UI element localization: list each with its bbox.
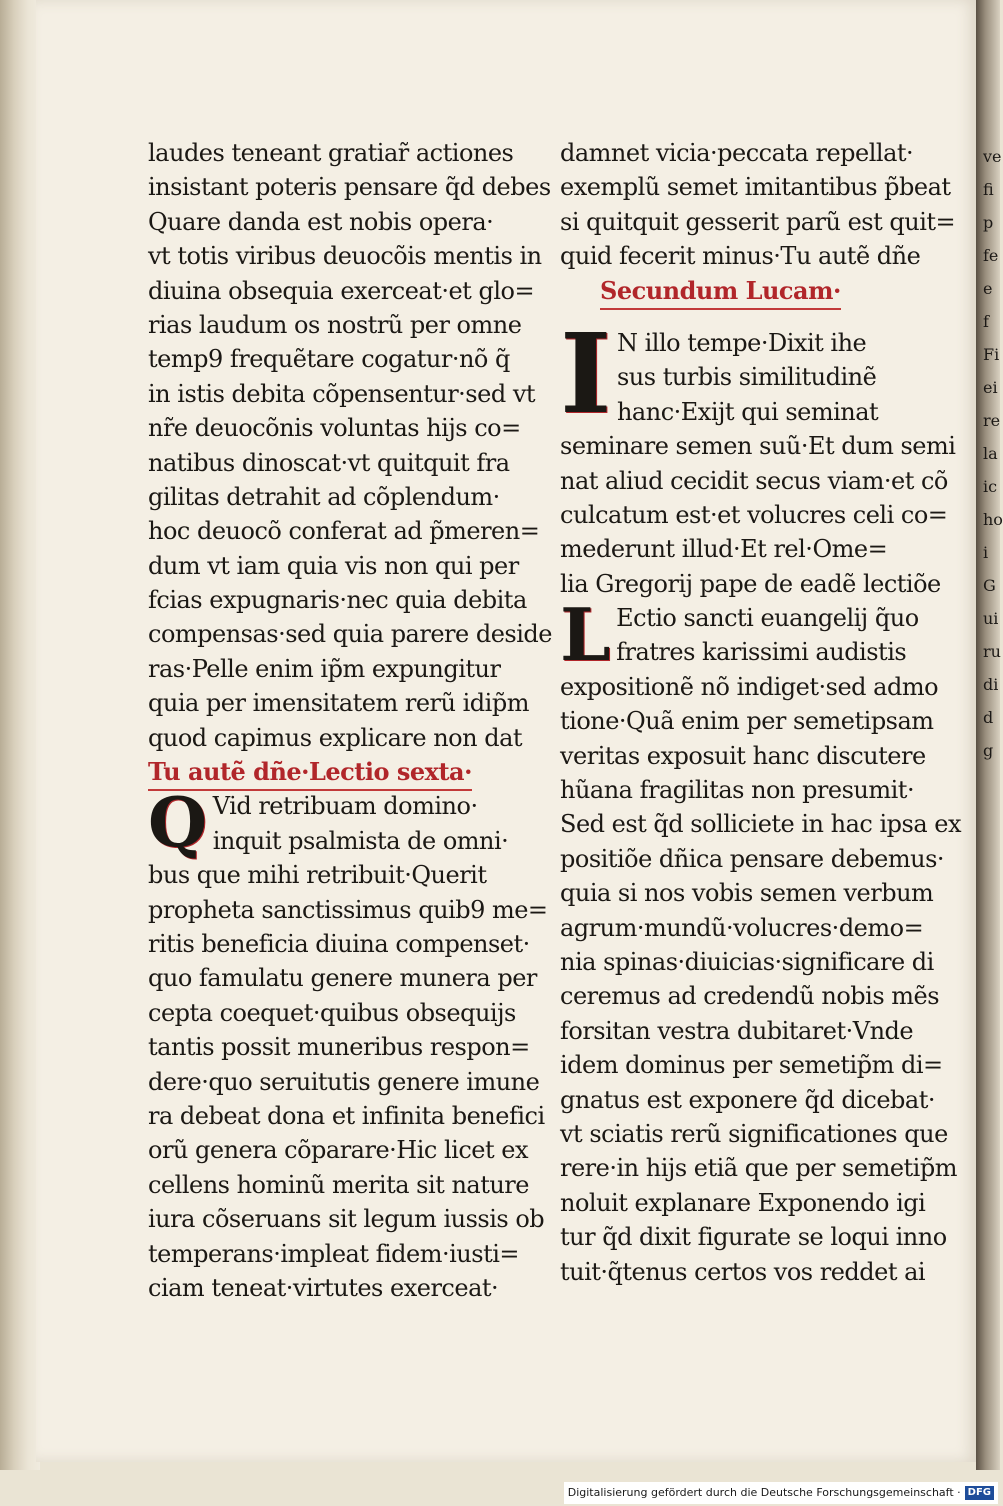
text-line: culcatum est·et volucres celi co=	[560, 500, 948, 529]
text-line: Vid retribuam domino·	[212, 792, 478, 821]
text-line: damnet vicia·peccata repellat·	[560, 139, 914, 167]
facing-fragment: la	[983, 444, 998, 463]
facing-fragment: re	[983, 411, 1001, 430]
text-line: si quitquit gesserit parũ est quit=	[560, 207, 956, 236]
facing-fragment: G	[983, 576, 996, 595]
facing-fragment: p	[983, 213, 994, 232]
footer-text: Digitalisierung gefördert durch die Deutsche Forschungsgemeinschaft ·	[567, 1486, 961, 1499]
facing-fragment: ui	[983, 609, 999, 628]
text-line: iura cõseruans sit legum iussis ob	[148, 1205, 545, 1234]
facing-fragment: ic	[983, 477, 998, 496]
text-line: quia si nos vobis semen verbum	[560, 879, 934, 908]
facing-fragment: g	[983, 741, 994, 760]
text-line: nr̃e deuocõnis voluntas hijs co=	[148, 414, 521, 443]
text-line: dum vt iam quia vis non qui per	[148, 551, 519, 580]
text-line: compensas·sed quia parere deside	[148, 620, 552, 649]
text-line: forsitan vestra dubitaret·Vnde	[560, 1016, 914, 1045]
facing-fragment: fe	[983, 246, 999, 265]
text-line: fratres karissimi audistis	[616, 638, 907, 667]
text-line: inquit psalmista de omni·	[212, 826, 509, 855]
facing-fragment: ve	[983, 147, 1002, 166]
right-text-column	[560, 136, 962, 1289]
text-line: idem dominus per semetip̃m di=	[560, 1051, 943, 1080]
digitization-footer	[564, 1482, 998, 1504]
initial-l-block	[560, 592, 939, 704]
text-line: positiõe dñica pensare debemus·	[560, 844, 945, 873]
text-line: fcias expugnaris·nec quia debita	[148, 586, 527, 615]
facing-fragment: e	[983, 279, 993, 298]
text-line: diuina obsequia exerceat·et glo=	[148, 276, 535, 305]
heading-text: Secundum Lucam·	[600, 274, 841, 310]
text-line: nat aliud cecidit secus viam·et cõ	[560, 466, 948, 495]
text-line: Quare danda est nobis opera·	[148, 207, 494, 236]
text-line: tione·Quã enim per semetipsam	[560, 707, 934, 736]
rubric-line	[148, 755, 493, 789]
text-line: noluit explanare Exponendo igi	[560, 1188, 926, 1217]
text-line: mederunt illud·Et rel·Ome=	[560, 535, 888, 564]
text-line: tantis possit muneribus respon=	[148, 1033, 530, 1062]
text-line: ceremus ad credendũ nobis mẽs	[560, 982, 940, 1011]
text-line: hũana fragilitas non presumit·	[560, 776, 915, 805]
text-line: quid fecerit minus·Tu autẽ dñe	[560, 242, 921, 271]
text-line: quod capimus explicare non dat	[148, 723, 523, 752]
text-line: quo famulatu genere munera per	[148, 964, 537, 993]
initial-i-block	[560, 308, 905, 438]
text-line: agrum·mundũ·volucres·demo=	[560, 913, 924, 942]
text-line: temperans·impleat fidem·iusti=	[148, 1239, 520, 1268]
left-text-column	[148, 136, 552, 1305]
text-line: orũ genera cõparare·Hic licet ex	[148, 1136, 528, 1165]
decorated-initial-l: L	[560, 592, 611, 678]
text-line: cellens hominũ merita sit nature	[148, 1170, 529, 1199]
book-binding-left	[0, 0, 40, 1470]
facing-page-fragments	[983, 140, 1003, 767]
facing-fragment: Fi	[983, 345, 1000, 364]
text-line: ra debeat dona et infinita benefici	[148, 1101, 545, 1130]
facing-fragment: di	[983, 675, 999, 694]
text-line: seminare semen suũ·Et dum semi	[560, 432, 956, 461]
text-line: nia spinas·diuicias·significare di	[560, 947, 934, 976]
decorated-initial-i: I	[560, 308, 611, 438]
text-line: natibus dinoscat·vt quitquit fra	[148, 448, 510, 477]
initial-q-block	[148, 783, 509, 892]
text-line: tuit·q̃tenus certos vos reddet ai	[560, 1257, 926, 1286]
text-line: quia per imensitatem rerũ idip̃m	[148, 689, 529, 718]
text-line: tur q̃d dixit figurate se loqui inno	[560, 1223, 947, 1252]
text-line: vt sciatis rerũ significationes que	[560, 1119, 948, 1148]
text-line: expositionẽ nõ indiget·sed admo	[560, 672, 939, 701]
text-line: Ectio sancti euangelij q̃uo	[616, 604, 919, 633]
text-line: rias laudum os nostrũ per omne	[148, 310, 522, 339]
facing-fragment: fi	[983, 180, 994, 199]
text-line: exemplũ semet imitantibus p̃beat	[560, 173, 951, 202]
text-line: in istis debita cõpensentur·sed vt	[148, 379, 536, 408]
text-line: cepta coequet·quibus obsequijs	[148, 998, 516, 1027]
text-line: dere·quo seruitutis genere imune	[148, 1067, 540, 1096]
facing-fragment: d	[983, 708, 994, 727]
section-heading	[560, 274, 905, 308]
facing-fragment: ei	[983, 378, 998, 397]
text-line: hoc deuocõ conferat ad p̃meren=	[148, 517, 540, 546]
text-line: bus que mihi retribuit·Querit	[148, 861, 487, 890]
facing-fragment: ru	[983, 642, 1001, 661]
text-line: lia Gregorij pape de eadẽ lectiõe	[560, 569, 941, 598]
text-line: rere·in hijs etiã que per semetip̃m	[560, 1154, 957, 1183]
text-line: sus turbis similitudinẽ	[616, 363, 877, 392]
text-line: gilitas detrahit ad cõplendum·	[148, 482, 500, 511]
text-line: hanc·Exijt qui seminat	[616, 397, 879, 426]
facing-fragment: f	[983, 312, 989, 331]
text-line: ritis beneficia diuina compenset·	[148, 929, 530, 958]
text-line: vt totis viribus deuocõis mentis in	[148, 242, 542, 271]
decorated-initial-q: Q	[148, 783, 207, 864]
text-line: ciam teneat·virtutes exerceat·	[148, 1273, 499, 1302]
text-line: gnatus est exponere q̃d dicebat·	[560, 1085, 935, 1114]
facing-fragment: ho	[983, 510, 1003, 529]
text-line: ras·Pelle enim ip̃m expungitur	[148, 654, 501, 683]
text-line: propheta sanctissimus quib9 me=	[148, 895, 548, 924]
dfg-logo: DFG	[965, 1486, 994, 1500]
rubric-text: Tu autẽ dñe·Lectio sexta·	[148, 755, 472, 791]
facing-fragment: i	[983, 543, 989, 562]
text-line: insistant poteris pensare q̃d debes	[148, 173, 551, 202]
text-line: N illo tempe·Dixit ihe	[616, 328, 867, 357]
text-line: veritas exposuit hanc discutere	[560, 741, 926, 770]
text-line: laudes teneant gratiar̃ actiones	[148, 139, 514, 167]
text-line: Sed est q̃d solliciete in hac ipsa ex	[560, 810, 962, 839]
text-line: temp9 frequẽtare cogatur·nõ q̃	[148, 345, 510, 374]
